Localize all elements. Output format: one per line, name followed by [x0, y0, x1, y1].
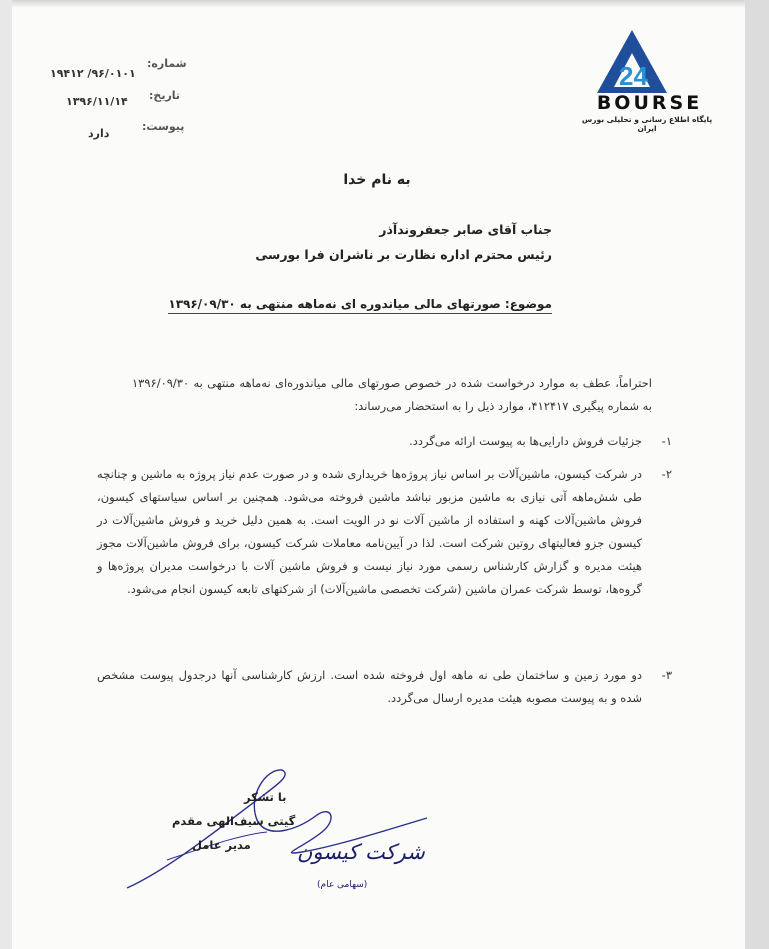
signatory-name: گیتی سیف‌الهی مقدم: [172, 814, 296, 828]
list-item: [97, 664, 672, 710]
signatory-role: مدیر عامل: [192, 838, 251, 852]
company-stamp: شرکت کیسون: [297, 840, 425, 864]
recipient-name: جناب آقای صابر جعفروندآذر: [379, 222, 552, 237]
logo-brand: BOURSE: [596, 92, 703, 114]
date-label: تاریخ:: [149, 89, 181, 102]
basmala: به نام خدا: [343, 172, 411, 188]
attachment-label: پیوست:: [142, 120, 185, 133]
letter-number: ۹۶/۰۱۰۱/ ۱۹۴۱۲: [50, 67, 136, 80]
attachment-value: دارد: [88, 127, 110, 140]
item-text: در شرکت کیسون، ماشین‌آلات بر اساس نیاز پروژه‌ها خریداری شده و در صورت عدم نیاز پروژه به ماشین و چنانچه طی شش‌ماهه آتی نیازی به ماشین مزبور نباشد ماشین فروخته می‌شود. همچنین بر اساس سیاستهای کیسون، فروش ماشین‌آلات کهنه و استفاده از ماشین آلات نو در الویت است. به همین دلیل خرید و فروش ماشین‌آلات در کیسون جزو فعالیتهای روتین شرکت است. لذا در آیین‌نامه معاملات شرکت کیسون، برای فروش ماشین‌آلات مجوز هیئت مدیره و گزارش کارشناس رسمی مورد نیاز نیست و فروش ماشین آلات با درخواست مدیران پروژه‌ها و گروه‌ها، توسط شرکت عمران ماشین (شرکت تخصصی ماشین‌آلات) از شرکتهای تابعه کیسون انجام می‌شود.: [97, 467, 642, 596]
item-number: ۲-: [661, 467, 672, 481]
page-top-shadow: [12, 0, 757, 8]
signature-closing: با تشکر: [244, 790, 287, 804]
subject-line: موضوع: صورتهای مالی میاندوره ای نه‌ماهه منتهی به ۱۳۹۶/۰۹/۳۰: [168, 297, 552, 314]
logo-mark: 24: [619, 61, 648, 91]
scan-edge: [745, 0, 769, 949]
letter-page: [12, 0, 757, 949]
item-number: ۳-: [661, 668, 672, 682]
list-item: [97, 430, 672, 453]
item-text: دو مورد زمین و ساختمان طی نه ماهه اول فروخته شده است. ارزش کارشناسی آنها درجدول پیوست مشخص شده و به پیوست مصوبه هیئت مدیره ارسال می‌گردد.: [97, 668, 642, 705]
number-label: شماره:: [147, 57, 187, 70]
recipient-title: رئیس محترم اداره نظارت بر ناشران فرا بورسی: [255, 247, 552, 262]
item-number: ۱-: [661, 434, 672, 448]
company-stamp-type: (سهامی عام): [317, 880, 368, 890]
letter-date: ۱۳۹۶/۱۱/۱۴: [66, 95, 128, 108]
handwritten-signature: [107, 760, 437, 900]
item-text: جزئیات فروش دارایی‌ها به پیوست ارائه می‌گردد.: [409, 434, 642, 448]
intro-paragraph: احتراماً، عطف به موارد درخواست شده در خصوص صورتهای مالی میاندوره‌ای نه‌ماهه منتهی به ۱۳۹۶/۰۹/۳۰ به شماره پیگیری ۴۱۲۴۱۷، موارد ذیل را به استحضار می‌رساند:: [132, 376, 652, 413]
logo-tagline: پایگاه اطلاع رسانی و تحلیلی بورس ایران: [581, 115, 713, 133]
list-item: [97, 463, 672, 601]
